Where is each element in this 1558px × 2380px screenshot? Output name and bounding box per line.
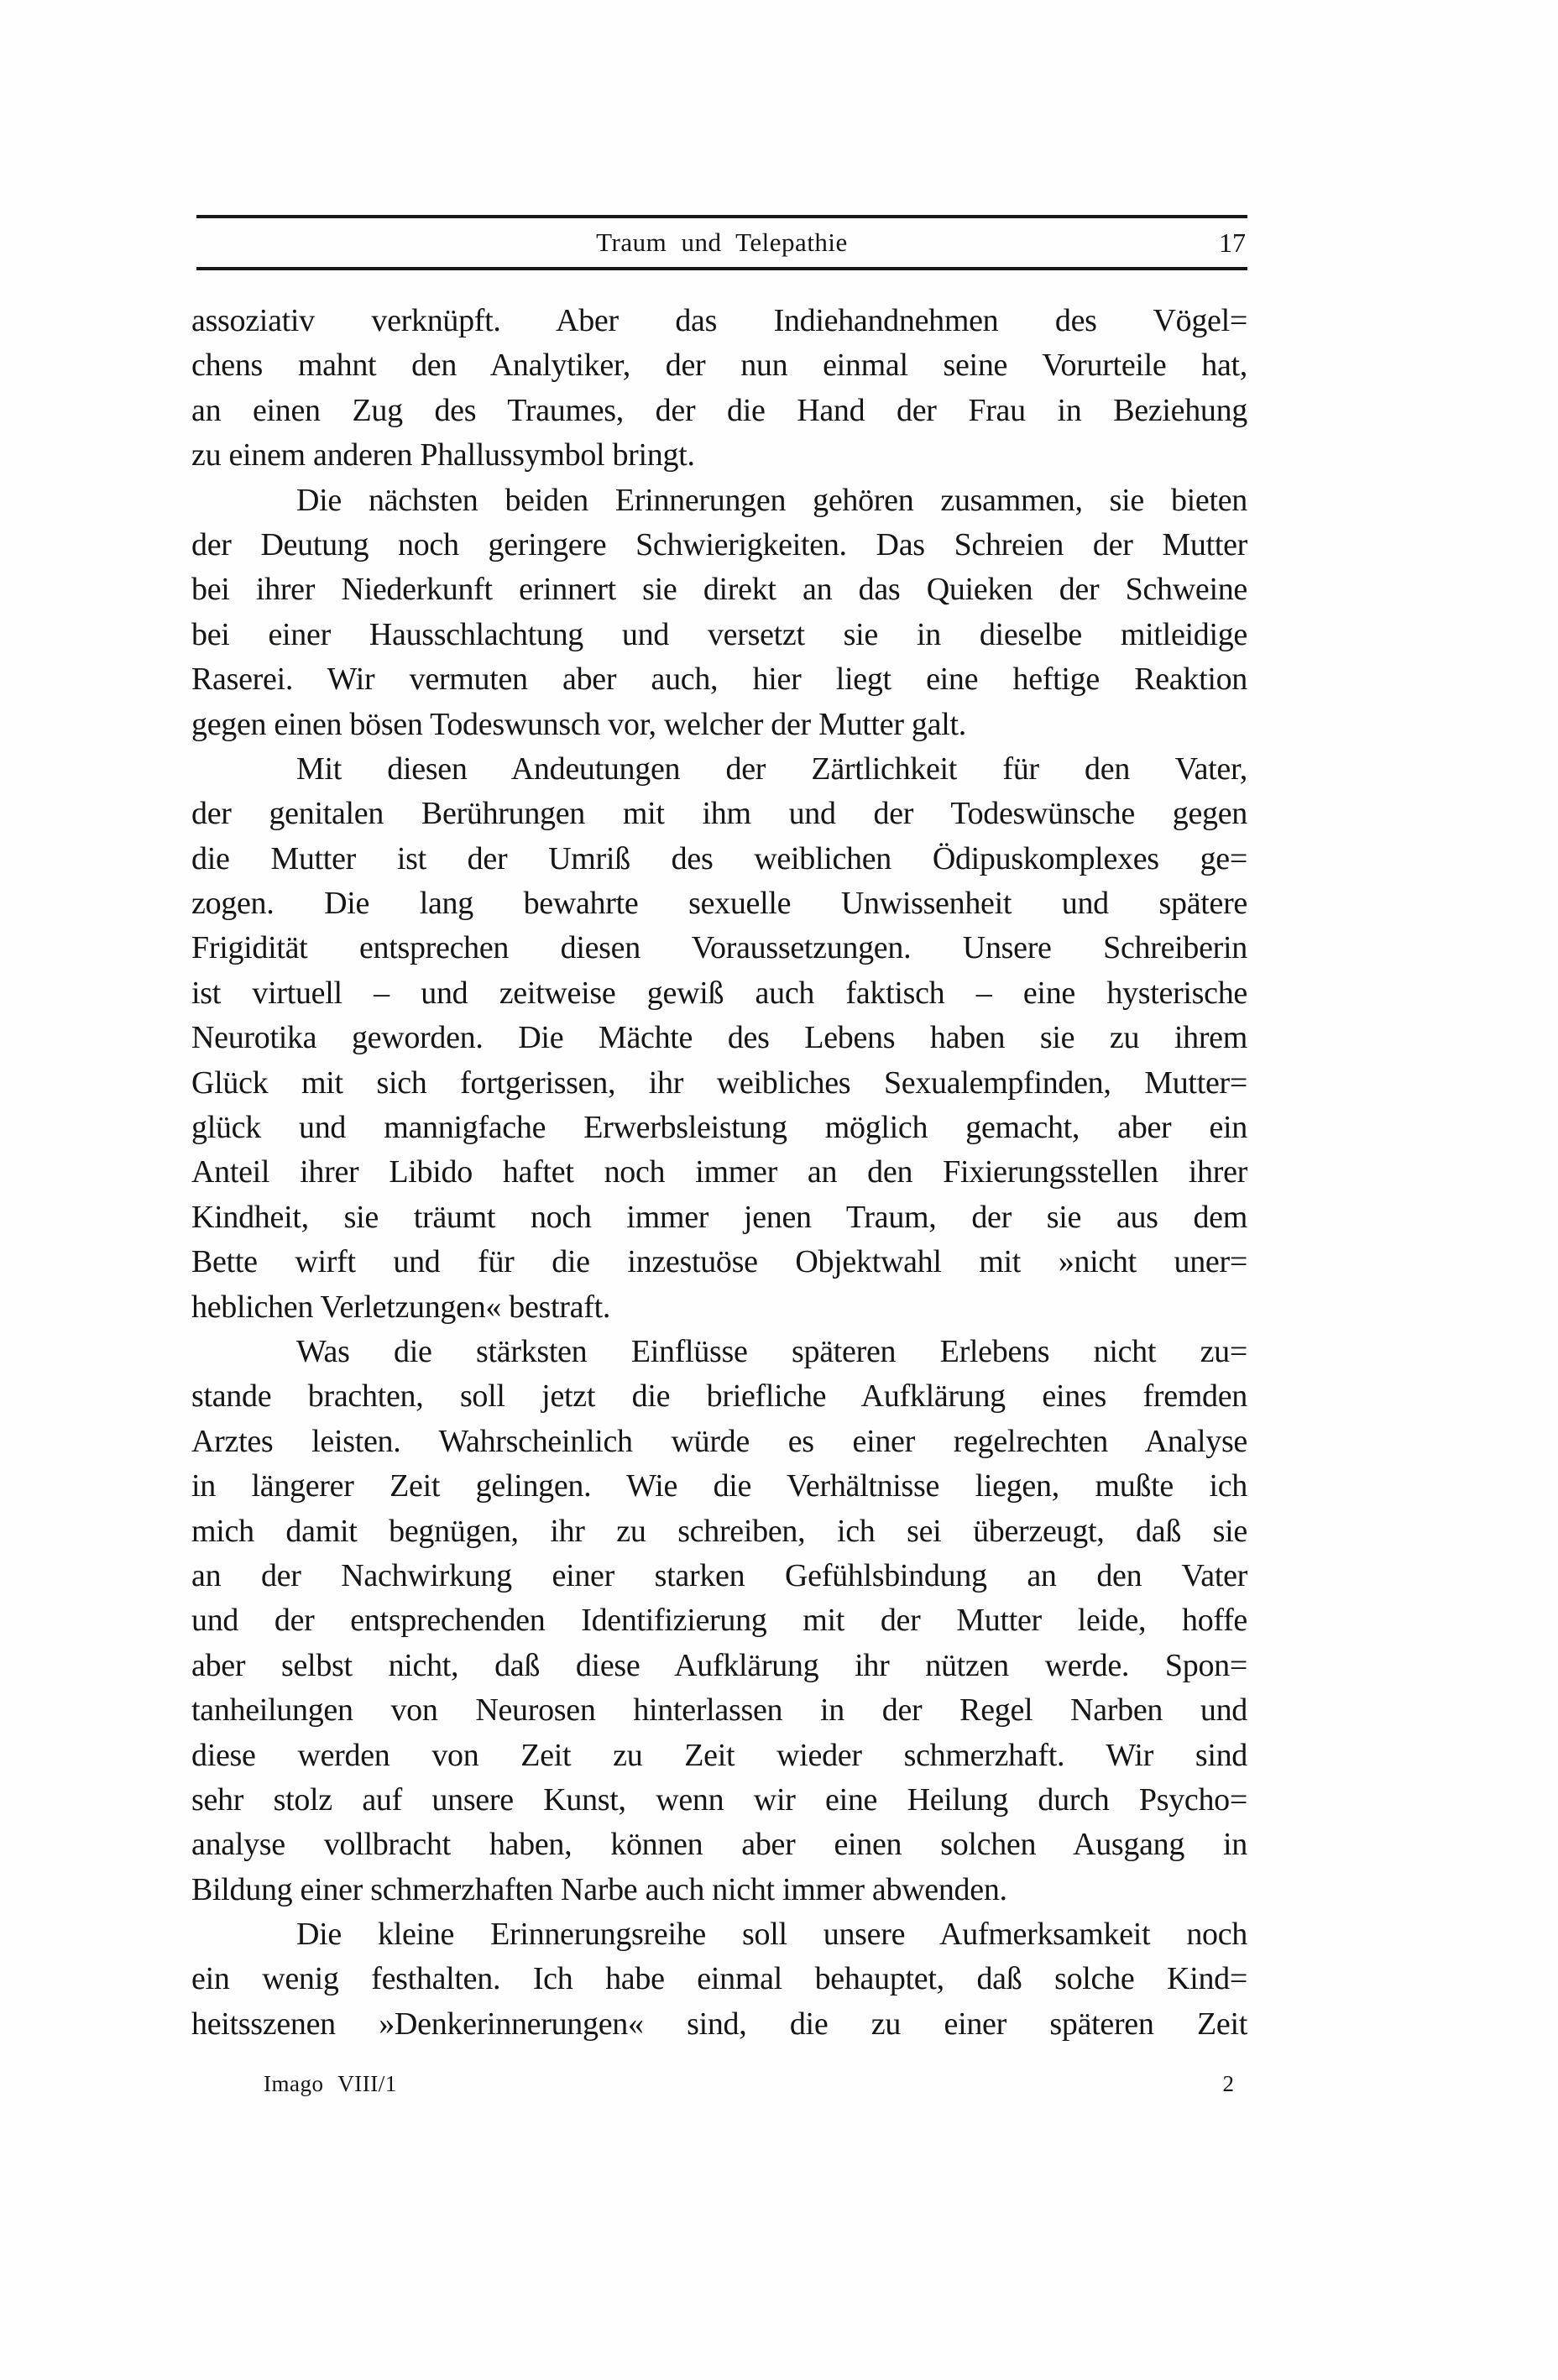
- body-line: Mit diesen Andeutungen der Zärtlichkeit für den Vater,: [296, 751, 1247, 787]
- body-line: heitsszenen »Denkerinnerungen« sind, die zu einer späteren Zeit: [191, 2006, 1247, 2042]
- body-line: Frigidität entsprechen diesen Voraussetzungen. Unsere Schreiberin: [191, 930, 1247, 966]
- body-line: Arztes leisten. Wahrscheinlich würde es einer regelrechten Analyse: [191, 1423, 1247, 1459]
- body-line: die Mutter ist der Umriß des weiblichen Ödipuskomplexes ge=: [191, 840, 1247, 876]
- footer-sheet-signature: 2: [1222, 2071, 1234, 2096]
- body-line: mich damit begnügen, ihr zu schreiben, ich sei überzeugt, daß sie: [191, 1513, 1247, 1549]
- body-line: glück und mannigfache Erwerbsleistung möglich gemacht, aber ein: [191, 1110, 1247, 1146]
- body-line: assoziativ verknüpft. Aber das Indiehandnehmen des Vögel=: [191, 303, 1247, 338]
- body-line: Kindheit, sie träumt noch immer jenen Traum, der sie aus dem: [191, 1199, 1247, 1235]
- body-line: ist virtuell – und zeitweise gewiß auch faktisch – eine hysterische: [191, 975, 1247, 1011]
- body-line: Was die stärksten Einflüsse späteren Erlebens nicht zu=: [296, 1333, 1247, 1369]
- body-line: an einen Zug des Traumes, der die Hand der Frau in Beziehung: [191, 392, 1247, 428]
- running-head: [196, 218, 1247, 267]
- header-rule-bottom: [196, 267, 1247, 270]
- body-line: aber selbst nicht, daß diese Aufklärung ihr nützen werde. Spon=: [191, 1647, 1247, 1683]
- body-line: Raserei. Wir vermuten aber auch, hier liegt eine heftige Reaktion: [191, 662, 1247, 698]
- body-line: bei einer Hausschlachtung und versetzt sie in dieselbe mitleidige: [191, 616, 1247, 652]
- body-line: Bildung einer schmerzhaften Narbe auch nicht immer abwenden.: [191, 1871, 1007, 1907]
- body-line: gegen einen bösen Todeswunsch vor, welcher der Mutter galt.: [191, 706, 966, 742]
- body-line: stande brachten, soll jetzt die briefliche Aufklärung eines fremden: [191, 1378, 1247, 1415]
- body-line: Neurotika geworden. Die Mächte des Lebens haben sie zu ihrem: [191, 1020, 1247, 1056]
- body-text-block: [191, 299, 1247, 2047]
- body-line: Glück mit sich fortgerissen, ihr weibliches Sexualempfinden, Mutter=: [191, 1064, 1247, 1101]
- body-line: tanheilungen von Neurosen hinterlassen in der Regel Narben und: [191, 1692, 1247, 1729]
- body-line: ein wenig festhalten. Ich habe einmal behauptet, daß solche Kind=: [191, 1961, 1247, 1997]
- body-line: chens mahnt den Analytiker, der nun einmal seine Vorurteile hat,: [191, 348, 1247, 384]
- body-line: in längerer Zeit gelingen. Wie die Verhältnisse liegen, mußte ich: [191, 1468, 1247, 1504]
- body-line: analyse vollbracht haben, können aber einen solchen Ausgang in: [191, 1827, 1247, 1863]
- body-line: an der Nachwirkung einer starken Gefühlsbindung an den Vater: [191, 1557, 1247, 1593]
- body-line: heblichen Verletzungen« bestraft.: [191, 1289, 611, 1325]
- page-footer: [191, 2067, 1247, 2100]
- body-line: und der entsprechenden Identifizierung mit der Mutter leide, hoffe: [191, 1603, 1247, 1639]
- running-head-title: Traum und Telepathie: [596, 228, 848, 257]
- body-line: Bette wirft und für die inzestuöse Objektwahl mit »nicht uner=: [191, 1244, 1247, 1280]
- body-line: der Deutung noch geringere Schwierigkeiten. Das Schreien der Mutter: [191, 526, 1247, 562]
- body-line: Die kleine Erinnerungsreihe soll unsere Aufmerksamkeit noch: [296, 1917, 1247, 1953]
- body-line: Anteil ihrer Libido haftet noch immer an den Fixierungsstellen ihrer: [191, 1154, 1247, 1190]
- body-line: zogen. Die lang bewahrte sexuelle Unwissenheit und spätere: [191, 886, 1247, 922]
- body-line: diese werden von Zeit zu Zeit wieder schmerzhaft. Wir sind: [191, 1737, 1247, 1773]
- page-number: 17: [1219, 228, 1246, 258]
- body-line: zu einem anderen Phallussymbol bringt.: [191, 437, 695, 473]
- body-line: bei ihrer Niederkunft erinnert sie direkt an das Quieken der Schweine: [191, 572, 1247, 608]
- footer-journal-label: Imago VIII/1: [264, 2071, 397, 2096]
- body-line: der genitalen Berührungen mit ihm und der Todeswünsche gegen: [191, 796, 1247, 832]
- body-line: Die nächsten beiden Erinnerungen gehören zusammen, sie bieten: [296, 482, 1247, 518]
- body-line: sehr stolz auf unsere Kunst, wenn wir eine Heilung durch Psycho=: [191, 1781, 1247, 1818]
